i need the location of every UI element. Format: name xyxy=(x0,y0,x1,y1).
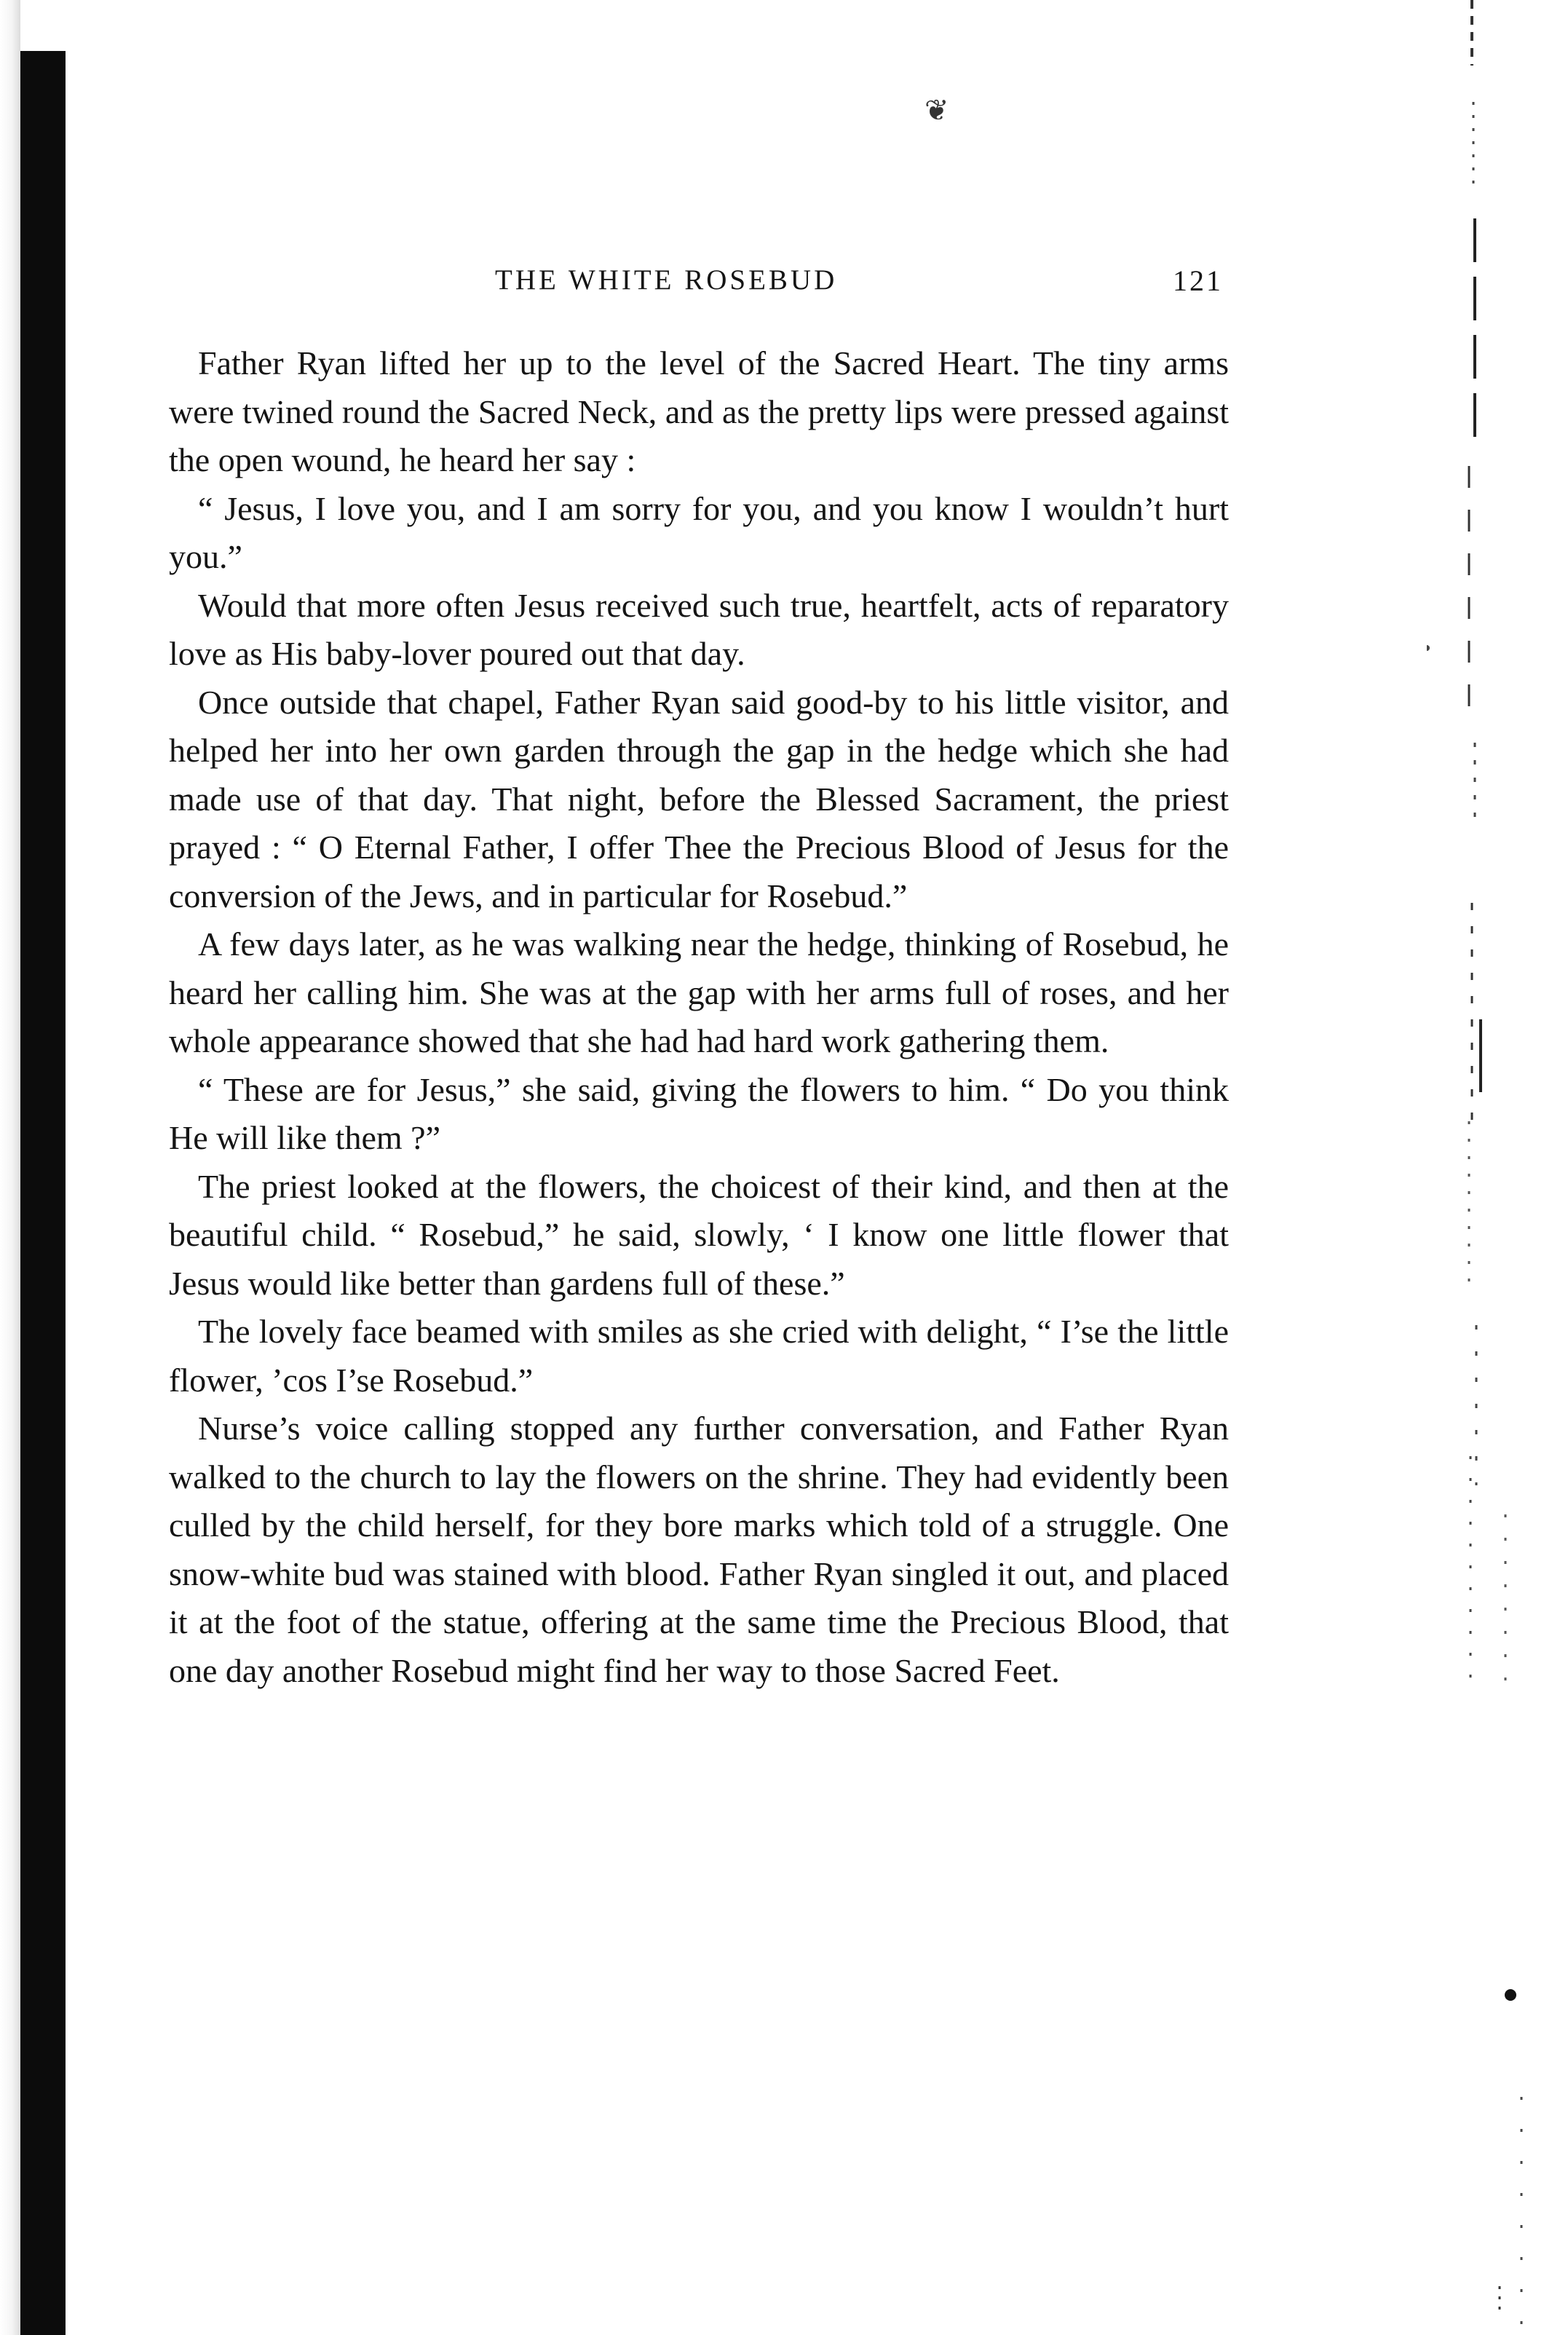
paragraph: The lovely face beamed with smiles as she cried with delight, “ I’se the little flower, ’cos I’se Rosebud.” xyxy=(169,1313,1229,1399)
paragraph: “ Jesus, I love you, and I am sorry for you, and you know I wouldn’t hurt you.” xyxy=(169,489,1229,575)
paragraph: “ These are for Jesus,” she said, giving the flowers to him. “ Do you think He will like them ?” xyxy=(169,1070,1229,1156)
paragraph: Once outside that chapel, Father Ryan said good-by to his little visitor, and helped her into her own garden through the gap in the hedge which she had made use of that day. That night, before the Blessed Sacrament, the priest prayed : “ O Eternal Father, I offer Thee the Precious Blood of Jesus for the conversion of the Jews, and in particular for Rosebud.” xyxy=(169,683,1229,914)
paragraph: A few days later, as he was walking near the hedge, thinking of Rosebud, he heard her calling him. She was at the gap with her arms full of roses, and her whole appearance showed that she had had hard work gathering them. xyxy=(169,925,1229,1059)
paragraph: Father Ryan lifted her up to the level of the Sacred Heart. The tiny arms were twined round the Sacred Neck, and as the pretty lips were pressed against the open wound, he heard her say : xyxy=(169,344,1229,478)
book-spine-shadow xyxy=(20,51,66,2335)
scan-margin-marks xyxy=(1427,0,1558,2335)
paragraph: The priest looked at the flowers, the choicest of their kind, and then at the beautiful child. “ Rosebud,” he said, slowly, ‘ I know one little flower that Jesus would like better than gardens full of these.” xyxy=(169,1167,1229,1302)
body-text xyxy=(169,339,1229,1695)
page-number: 121 xyxy=(1173,264,1223,297)
page-edge-shadow xyxy=(0,0,20,2335)
paragraph: Nurse’s voice calling stopped any further conversation, and Father Ryan walked to the church to lay the flowers on the shrine. They had evidently been culled by the child herself, for they bore marks which told of a struggle. One snow-white bud was stained with blood. Father Ryan singled it out, and placed it at the foot of the statue, offering at the same time the Precious Blood, that one day another Rosebud might find her way to those Sacred Feet. xyxy=(169,1410,1229,1689)
running-title: THE WHITE ROSEBUD xyxy=(495,264,838,296)
ornament-mark: ❦ xyxy=(924,94,949,127)
running-header xyxy=(451,264,1223,307)
paragraph: Would that more often Jesus received such true, heartfelt, acts of reparatory love as His baby-lover poured out that day. xyxy=(169,586,1229,672)
